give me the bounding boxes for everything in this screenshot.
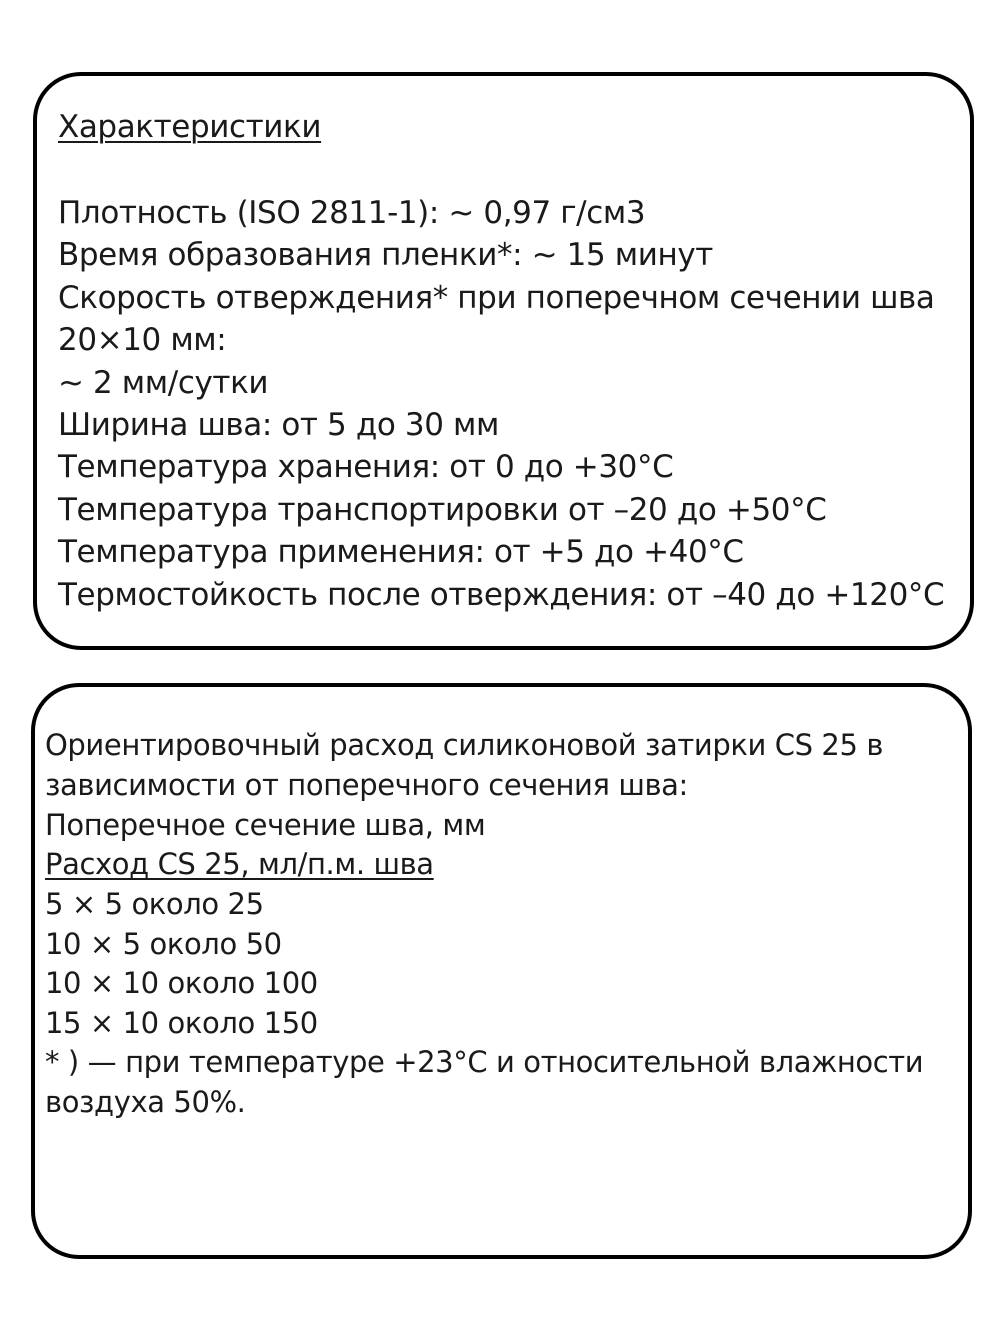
footnote-line2: воздуха 50%. bbox=[45, 1085, 246, 1119]
consumption-row: 5 × 5 около 25 bbox=[45, 887, 264, 921]
characteristics-card bbox=[33, 72, 974, 650]
consumption-row: 10 × 5 около 50 bbox=[45, 927, 282, 961]
spec-line-joint-width: Ширина шва: от 5 до 30 мм bbox=[58, 407, 499, 443]
footnote-line1: * ) — при температуре +23°С и относительной влажности bbox=[45, 1045, 924, 1079]
spec-line-density: Плотность (ISO 2811-1): ~ 0,97 г/см3 bbox=[58, 195, 646, 231]
consumption-row: 15 × 10 около 150 bbox=[45, 1006, 318, 1040]
characteristics-heading: Характеристики bbox=[58, 109, 322, 145]
spec-line-film-time: Время образования пленки*: ~ 15 минут bbox=[58, 237, 713, 274]
spec-line-storage-temp: Температура хранения: от 0 до +30°С bbox=[58, 449, 674, 486]
consumption-card bbox=[31, 683, 972, 1259]
spec-line-heat-resistance: Термостойкость после отверждения: от –40 до +120°С bbox=[58, 576, 945, 613]
consumption-intro-line2: зависимости от поперечного сечения шва: bbox=[45, 768, 688, 802]
column2-header: Расход CS 25, мл/п.м. шва bbox=[45, 847, 434, 881]
spec-line-application-temp: Температура применения: от +5 до +40°С bbox=[58, 534, 744, 571]
spec-line-transport-temp: Температура транспортировки от –20 до +50°С bbox=[58, 491, 827, 528]
consumption-row: 10 × 10 около 100 bbox=[45, 966, 318, 1000]
consumption-intro-line1: Ориентировочный расход силиконовой затирки CS 25 в bbox=[45, 728, 884, 762]
spec-line-cure-speed: Скорость отверждения* при поперечном сечении шва bbox=[58, 279, 935, 316]
column1-header: Поперечное сечение шва, мм bbox=[45, 808, 486, 842]
spec-line-cure-section: 20×10 мм: bbox=[58, 322, 227, 359]
spec-line-cure-rate: ~ 2 мм/сутки bbox=[58, 364, 269, 401]
